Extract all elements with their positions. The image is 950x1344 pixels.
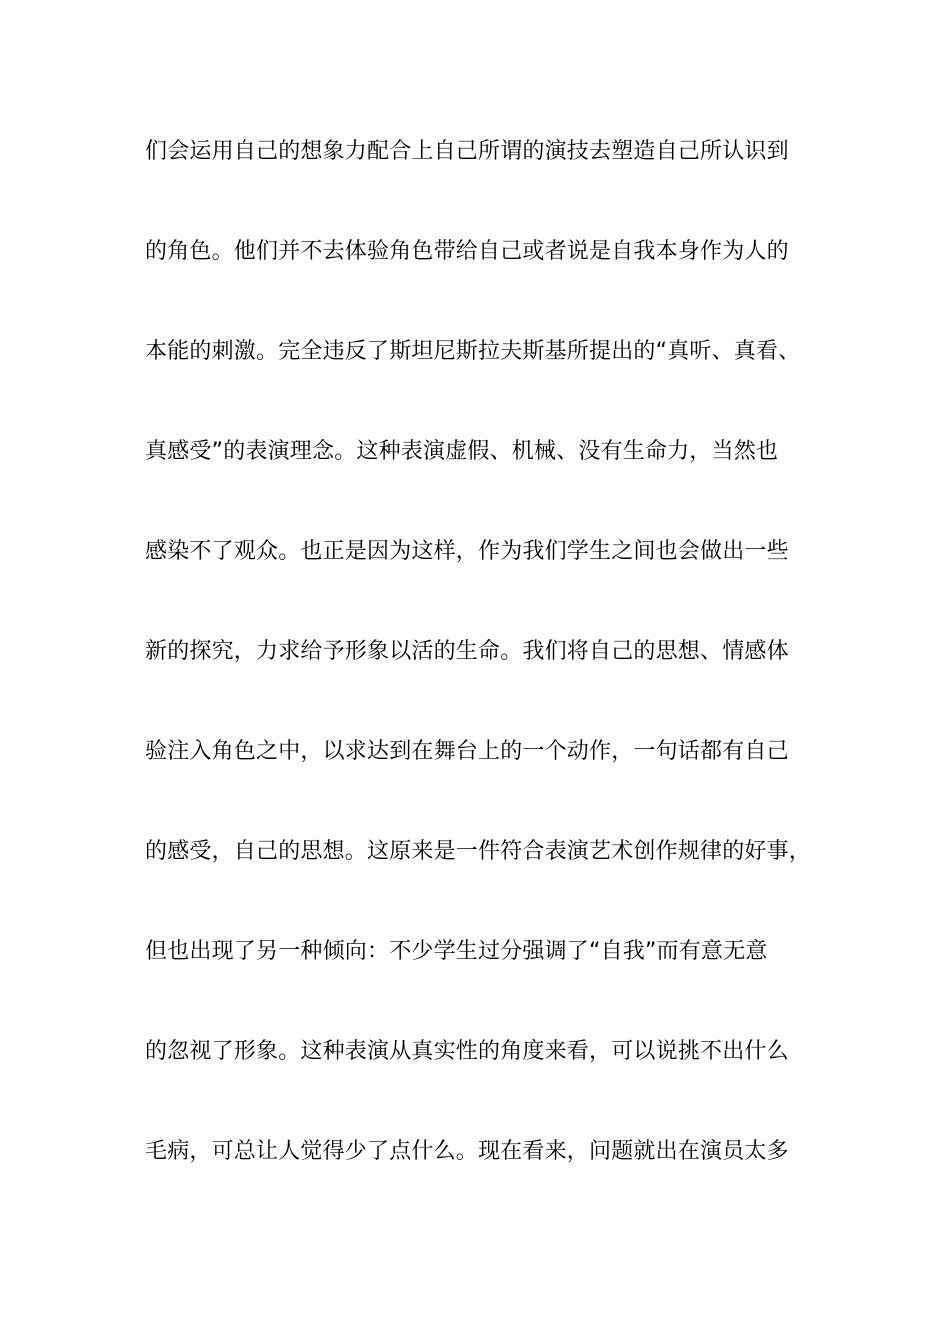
text-line-1: 们会运用自己的想象力配合上自己所谓的演技去塑造自己所认识到 [145, 139, 789, 164]
text-line-2: 的角色。他们并不去体验角色带给自己或者说是自我本身作为人的 [145, 239, 789, 264]
body-text [145, 133, 845, 1233]
text-line-10: 的忽视了形象。这种表演从真实性的角度来看，可以说挑不出什么 [145, 1039, 789, 1064]
text-line-11: 毛病，可总让人觉得少了点什么。现在看来，问题就出在演员太多 [145, 1139, 789, 1164]
text-line-4: 真感受”的表演理念。这种表演虚假、机械、没有生命力，当然也 [145, 439, 779, 464]
text-line-5: 感染不了观众。也正是因为这样，作为我们学生之间也会做出一些 [145, 539, 789, 564]
text-line-9: 但也出现了另一种倾向：不少学生过分强调了“自我”而有意无意 [145, 939, 768, 964]
text-line-7: 验注入角色之中，以求达到在舞台上的一个动作，一句话都有自己 [145, 739, 789, 764]
text-line-6: 新的探究，力求给予形象以活的生命。我们将自己的思想、情感体 [145, 639, 789, 664]
text-line-3: 本能的刺激。完全违反了斯坦尼斯拉夫斯基所提出的“真听、真看、 [145, 339, 801, 364]
text-line-8: 的感受，自己的思想。这原来是一件符合表演艺术创作规律的好事， [145, 839, 812, 864]
